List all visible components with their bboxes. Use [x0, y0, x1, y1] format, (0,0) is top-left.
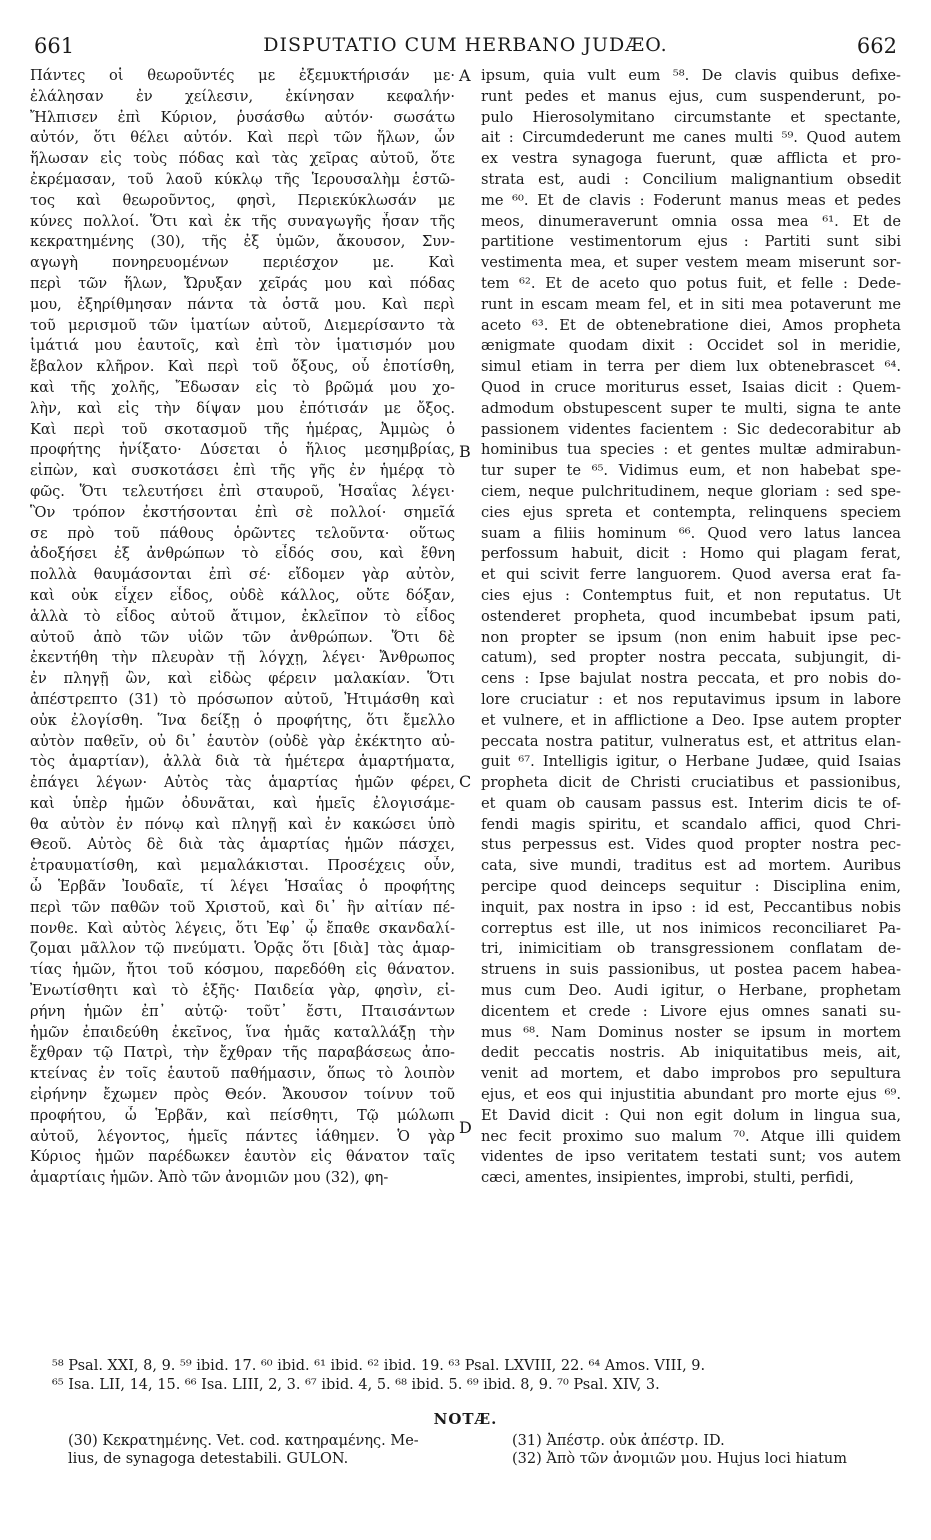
latin-text-line: catum), sed propter nostra peccata, subjungit, di-	[481, 649, 901, 667]
latin-text-line: cata, sive mundi, traditus est ad mortem. Auribus	[481, 857, 901, 875]
latin-text-line: Et David dicit : Qui non egit dolum in lingua sua,	[481, 1106, 901, 1124]
running-title: DISPUTATIO CUM HERBANO JUDÆO.	[263, 34, 668, 56]
footnote-line: ⁶⁵ Isa. LII, 14, 15. ⁶⁶ Isa. LIII, 2, 3. ⁶⁷ ibid. 4, 5. ⁶⁸ ibid. 5. ⁶⁹ ibid. 8, 9. ⁷⁰ Psal. XIV, 3.	[52, 1377, 660, 1393]
latin-text-line: simul etiam in terra per diem lux obtenebrascet ⁶⁴.	[481, 358, 901, 376]
note-line: (30) Κεκρατημένης. Vet. cod. κατηραμένης. Me-	[68, 1433, 419, 1449]
latin-text-line: videntes de ipso veritatem testati sunt; vos autem	[481, 1148, 901, 1166]
greek-text-line: ἐλάλησαν ἐν χείλεσιν, ἐκίνησαν κεφαλήν·	[30, 87, 455, 105]
latin-text-line: cies ejus : Contemptus fuit, et non reputatus. Ut	[481, 586, 901, 604]
greek-text-line: ἐκρέμασαν, τοῦ λαοῦ κύκλῳ τῆς Ἱερουσαλὴμ ἑστῶ-	[30, 170, 455, 188]
latin-text-line: strata est, audi : Concilium malignantium obsedit	[481, 170, 901, 188]
greek-text-line: περὶ τῶν παθῶν τοῦ Χριστοῦ, καὶ δι᾽ ἣν αἰτίαν πέ-	[30, 898, 455, 916]
latin-text-line: peccata nostra patitur, vulneratus est, et attritus elan-	[481, 732, 901, 750]
greek-text-line: ἁμαρτίαις ἡμῶν. Ἀπὸ τῶν ἀνομιῶν μου (32), φη-	[30, 1169, 389, 1187]
greek-text-line: Ὃν τρόπον ἐκστήσονται ἐπὶ σὲ πολλοί· σημεῖά	[30, 503, 455, 521]
greek-text-line: Κύριος ἡμῶν παρέδωκεν ἑαυτὸν εἰς θάνατον ταῖς	[30, 1148, 455, 1166]
greek-text-line: αὐτόν, ὅτι θέλει αὐτόν. Καὶ περὶ τῶν ἥλων, ὧν	[30, 129, 455, 147]
greek-text-line: ἐν πληγῇ ὢν, καὶ εἰδὼς φέρειν μαλακίαν. Ὅτι	[30, 670, 455, 688]
greek-text-line: περὶ τῶν ἥλων, Ὤρυξαν χεῖράς μου καὶ πόδας	[30, 274, 455, 292]
greek-text-line: αὐτοῦ, λέγοντος, ἡμεῖς πάντες ἰάθημεν. Ὁ γὰρ	[30, 1127, 455, 1145]
latin-text-line: tem ⁶². Et de aceto quo potus fuit, et felle : Dede-	[481, 274, 901, 292]
latin-text-line: Quod in cruce moriturus esset, Isaias dicit : Quem-	[481, 378, 901, 396]
greek-text-line: ἥλωσαν εἰς τοὺς πόδας καὶ τὰς χεῖρας αὐτοῦ, ὅτε	[30, 150, 455, 168]
greek-text-line: μου, ἐξηρίθμησαν πάντα τὰ ὀστᾶ μου. Καὶ περὶ	[30, 295, 455, 313]
greek-text-line: ἱμάτιά μου ἑαυτοῖς, καὶ ἐπὶ τὸν ἱματισμόν μου	[30, 337, 455, 355]
page-number-left: 661	[34, 34, 75, 58]
latin-text-line: percipe quod deinceps sequitur : Disciplina enim,	[481, 878, 901, 896]
latin-text-line: cies ejus spreta et contempta, relinquens speciem	[481, 503, 901, 521]
latin-text-line: propheta dicit de Christi cruciatibus et passionibus,	[481, 774, 901, 792]
notes-heading: NOTÆ.	[433, 1410, 498, 1428]
greek-text-line: καὶ τῆς χολῆς, Ἔδωσαν εἰς τὸ βρῶμά μου χο-	[30, 378, 455, 396]
notes-right-column	[512, 1432, 902, 1468]
footnote-line: ⁵⁸ Psal. XXI, 8, 9. ⁵⁹ ibid. 17. ⁶⁰ ibid. ⁶¹ ibid. ⁶² ibid. 19. ⁶³ Psal. LXVIII, 22. ⁶⁴ Amos. VIII, 9.	[52, 1358, 706, 1374]
greek-text-line: εἰπὼν, καὶ συσκοτάσει ἐπὶ τῆς γῆς ἐν ἡμέρᾳ τὸ	[30, 462, 455, 480]
greek-text-column	[30, 66, 455, 1189]
greek-text-line: ρήνη ἡμῶν ἐπ᾽ αὐτῷ· τοῦτ᾽ ἔστι, Πταισάντων	[30, 1002, 455, 1020]
latin-text-line: struens in suis passionibus, ut postea pacem habea-	[481, 961, 901, 979]
latin-text-line: passionem videntes facientem : Sic dedecorabitur ab	[481, 420, 901, 438]
greek-text-line: Πάντες οἱ θεωροῦντές με ἐξεμυκτήρισάν με·	[30, 67, 455, 84]
latin-text-line: guit ⁶⁷. Intelligis igitur, o Herbane Judæe, quid Isaias	[481, 753, 901, 771]
latin-text-line: partitione vestimentorum ejus : Partiti sunt sibi	[481, 233, 901, 251]
latin-text-line: me ⁶⁰. Et de clavis : Foderunt manus meas et pedes	[481, 191, 901, 209]
greek-text-line: εἰρήνην ἔχωμεν πρὸς Θεόν. Ἄκουσον τοίνυν τοῦ	[30, 1086, 455, 1104]
greek-text-line: τὸς ἁμαρτίαν), ἀλλὰ διὰ τὰ ἡμέτερα ἁμαρτήματα,	[30, 753, 455, 771]
latin-text-line: hominibus tua species : et gentes multæ admirabun-	[481, 441, 901, 459]
latin-text-line: tri, inimicitiam ob transgressionem conflatam de-	[481, 940, 901, 958]
latin-text-line: vestimenta mea, et super vestem meam miserunt sor-	[481, 254, 901, 272]
latin-text-line: lore cruciatur : et nos reputavimus ipsum in labore	[481, 690, 901, 708]
latin-text-line: nec fecit proximo suo malum ⁷⁰. Atque illi quidem	[481, 1127, 901, 1145]
greek-text-line: ζομαι μᾶλλον τῷ πνεύματι. Ὁρᾷς ὅτι [διὰ] τὰς ἁμαρ-	[30, 940, 455, 958]
greek-text-line: οὐκ ἐλογίσθη. Ἵνα δείξῃ ὁ προφήτης, ὅτι ἔμελλο	[30, 711, 455, 729]
latin-text-line: cens : Ipse bajulat nostra peccata, et pro nobis do-	[481, 670, 901, 688]
greek-text-line: τοῦ μερισμοῦ τῶν ἱματίων αὐτοῦ, Διεμερίσαντο τὰ	[30, 316, 455, 334]
greek-text-line: καὶ ὑπὲρ ἡμῶν ὀδυνᾶται, καὶ ἡμεῖς ἐλογισάμε-	[30, 794, 455, 812]
latin-text-line: dedit peccatis nostris. Ab iniquitatibus meis, ait,	[481, 1044, 901, 1062]
latin-text-line: mus ⁶⁸. Nam Dominus noster se ipsum in mortem	[481, 1023, 901, 1041]
section-marker-a: A	[459, 66, 471, 85]
greek-text-line: προφήτης ἠνίξατο· Δύσεται ὁ ἥλιος μεσημβρίας,	[30, 441, 455, 459]
notes-left-column	[68, 1432, 458, 1468]
greek-text-line: ἀλλὰ τὸ εἶδος αὐτοῦ ἄτιμον, ἐκλεῖπον τὸ εἶδος	[30, 607, 455, 625]
scripture-footnotes	[52, 1357, 897, 1395]
greek-text-line: αγωγὴ πονηρευομένων περιέσχον με. Καὶ	[30, 254, 455, 272]
greek-text-line: Καὶ περὶ τοῦ σκοτασμοῦ τῆς ἡμέρας, Ἀμμὼς ὁ	[30, 420, 455, 438]
latin-text-line: inquit, pax nostra in ipso : id est, Peccantibus nobis	[481, 898, 901, 916]
latin-text-line: cæci, amentes, insipientes, improbi, stulti, perfidi,	[481, 1169, 854, 1187]
greek-text-line: Ἐνωτίσθητι καὶ τὸ ἑξῆς· Παιδεία γὰρ, φησὶν, εἰ-	[30, 982, 455, 1000]
latin-text-line: et qui scivit ferre languorem. Quod aversa erat fa-	[481, 566, 901, 584]
latin-text-line: tur super te ⁶⁵. Vidimus eum, et non habebat spe-	[481, 462, 901, 480]
latin-text-line: admodum obstupescent super te multi, signa te ante	[481, 399, 901, 417]
latin-text-line: mus cum Deo. Audi igitur, o Herbane, prophetam	[481, 982, 901, 1000]
latin-text-line: stus perpessus est. Vides quod propter nostra pec-	[481, 836, 901, 854]
greek-text-line: πονθε. Καὶ αὐτὸς λέγεις, ὅτι Ἐφ᾽ ᾧ ἔπαθε σκανδαλί-	[30, 919, 455, 937]
greek-text-line: Ἤλπισεν ἐπὶ Κύριον, ῥυσάσθω αὐτόν· σωσάτω	[30, 108, 455, 126]
latin-text-line: pulo Hierosolymitano circumstante et spectante,	[481, 108, 901, 126]
greek-text-line: ἐκεντήθη τὴν πλευρὰν τῇ λόγχῃ, λέγει· Ἄνθρωπος	[30, 649, 455, 667]
latin-text-line: perfossum habuit, dicit : Homo qui plagam ferat,	[481, 545, 901, 563]
latin-text-line: venit ad mortem, et dabo improbos pro sepultura	[481, 1065, 901, 1083]
greek-text-line: ἡμῶν ἐπαιδεύθη ἐκεῖνος, ἵνα ἡμᾶς καταλλάξῃ τὴν	[30, 1023, 455, 1041]
greek-text-line: Θεοῦ. Αὐτὸς δὲ διὰ τὰς ἁμαρτίας ἡμῶν πάσχει,	[30, 836, 455, 854]
greek-text-line: κτείνας ἐν τοῖς ἑαυτοῦ παθήμασιν, ὅπως τὸ λοιπὸν	[30, 1065, 455, 1083]
latin-text-line: et vulnere, et in afflictione a Deo. Ipse autem propter	[481, 711, 901, 729]
latin-text-line: et quam ob causam passus est. Interim dicis te of-	[481, 794, 901, 812]
note-line: (31) Ἀπέστρ. οὐκ ἀπέστρ. ID.	[512, 1433, 725, 1449]
latin-text-line: meos, dinumeraverunt omnia ossa mea ⁶¹. Et de	[481, 212, 901, 230]
latin-text-line: runt pedes et manus ejus, cum suspenderunt, po-	[481, 87, 901, 105]
greek-text-line: πολλὰ θαυμάσονται ἐπὶ σέ· εἴδομεν γὰρ αὐτὸν,	[30, 566, 455, 584]
greek-text-line: θα αὐτὸν ἐν πόνῳ καὶ πληγῇ καὶ ἐν κακώσει ὑπὸ	[30, 815, 455, 833]
latin-text-line: ostenderet propheta, quod incumbebat ipsum pati,	[481, 607, 901, 625]
greek-text-line: ἐτραυματίσθη, καὶ μεμαλάκισται. Προσέχεις οὖν,	[30, 857, 455, 875]
latin-text-line: aceto ⁶³. Et de obtenebratione diei, Amos propheta	[481, 316, 901, 334]
greek-text-line: τίας ἡμῶν, ἤτοι τοῦ κόσμου, παρεδόθη εἰς θάνατον.	[30, 961, 455, 979]
latin-text-line: correptus est ille, ut nos inimicos reconciliaret Pa-	[481, 919, 901, 937]
greek-text-line: τος καὶ θεωροῦντος, φησὶ, Περιεκύκλωσάν με	[30, 191, 455, 209]
greek-text-line: ἀπέστρεπτο (31) τὸ πρόσωπον αὐτοῦ, Ἠτιμάσθη καὶ	[30, 690, 455, 708]
latin-text-line: ex vestra synagoga fuerunt, quæ afflicta et pro-	[481, 150, 901, 168]
latin-text-line: non propter se ipsum (non enim habuit ipse pec-	[481, 628, 901, 646]
latin-text-line: ejus, et eos qui injustitia abundant pro morte ejus ⁶⁹.	[481, 1086, 901, 1104]
greek-text-line: ἔχθραν τῷ Πατρὶ, τὴν ἔχθραν τῆς παραβάσεως ἀπο-	[30, 1044, 455, 1062]
latin-text-line: fendi magis spiritu, et scandalo affici, quod Chri-	[481, 815, 901, 833]
section-marker-d: D	[459, 1118, 472, 1137]
latin-text-line: suam a filiis hominum ⁶⁶. Quod vero latus lancea	[481, 524, 901, 542]
note-line: (32) Ἀπὸ τῶν ἀνομιῶν μου. Hujus loci hiatum	[512, 1451, 848, 1467]
greek-text-line: λὴν, καὶ εἰς τὴν δίψαν μου ἐπότισάν με ὄξος.	[30, 399, 455, 417]
note-line: lius, de synagoga detestabili. GULON.	[68, 1451, 349, 1467]
greek-text-line: αὐτὸν παθεῖν, οὐ δι᾽ ἑαυτὸν (οὐδὲ γὰρ ἐκέκτητο αὐ-	[30, 732, 455, 750]
latin-text-line: ait : Circumdederunt me canes multi ⁵⁹. Quod autem	[481, 129, 901, 147]
greek-text-line: ὦ Ἑρβᾶν Ἰουδαῖε, τί λέγει Ἡσαΐας ὁ προφήτης	[30, 878, 455, 896]
page-number-right: 662	[856, 34, 897, 58]
latin-text-line: dicentem et crede : Livore ejus omnes sanati su-	[481, 1002, 901, 1020]
latin-text-line: ænigmate quodam dixit : Occidet sol in meridie,	[481, 337, 901, 355]
greek-text-line: καὶ οὐκ εἶχεν εἶδος, οὐδὲ κάλλος, οὔτε δόξαν,	[30, 586, 455, 604]
section-marker-b: B	[459, 442, 471, 461]
latin-text-column	[481, 66, 901, 1189]
greek-text-line: ἐπάγει λέγων· Αὐτὸς τὰς ἁμαρτίας ἡμῶν φέρει,	[30, 774, 455, 792]
greek-text-line: ἔβαλον κλῆρον. Καὶ περὶ τοῦ ὄξους, οὗ ἐποτίσθη,	[30, 358, 455, 376]
section-marker-c: C	[459, 772, 472, 791]
greek-text-line: φῶς. Ὅτι τελευτήσει ἐπὶ σταυροῦ, Ἡσαΐας λέγει·	[30, 482, 455, 500]
latin-text-line: runt in escam meam fel, et in siti mea potaverunt me	[481, 295, 901, 313]
greek-text-line: ἀδοξήσει ἐξ ἀνθρώπων τὸ εἶδός σου, καὶ ἔθνη	[30, 545, 455, 563]
greek-text-line: προφήτου, ὦ Ἑρβᾶν, καὶ πείσθητι, Τῷ μώλωπι	[30, 1106, 455, 1124]
greek-text-line: αὐτοῦ ἀπὸ τῶν υἱῶν τῶν ἀνθρώπων. Ὅτι δὲ	[30, 628, 455, 646]
page-header	[34, 34, 897, 60]
greek-text-line: σε πρὸ τοῦ πάθους ὁρῶντες τελοῦντα· οὕτως	[30, 524, 455, 542]
latin-text-line: ipsum, quia vult eum ⁵⁸. De clavis quibus defixe-	[481, 67, 901, 84]
latin-text-line: ciem, neque pulchritudinem, neque gloriam : sed spe-	[481, 482, 901, 500]
greek-text-line: κεκρατημένης (30), τῆς ἐξ ὑμῶν, ἄκουσον, Συν-	[30, 233, 455, 251]
greek-text-line: κύνες πολλοί. Ὅτι καὶ ἐκ τῆς συναγωγῆς ἦσαν τῆς	[30, 212, 455, 230]
